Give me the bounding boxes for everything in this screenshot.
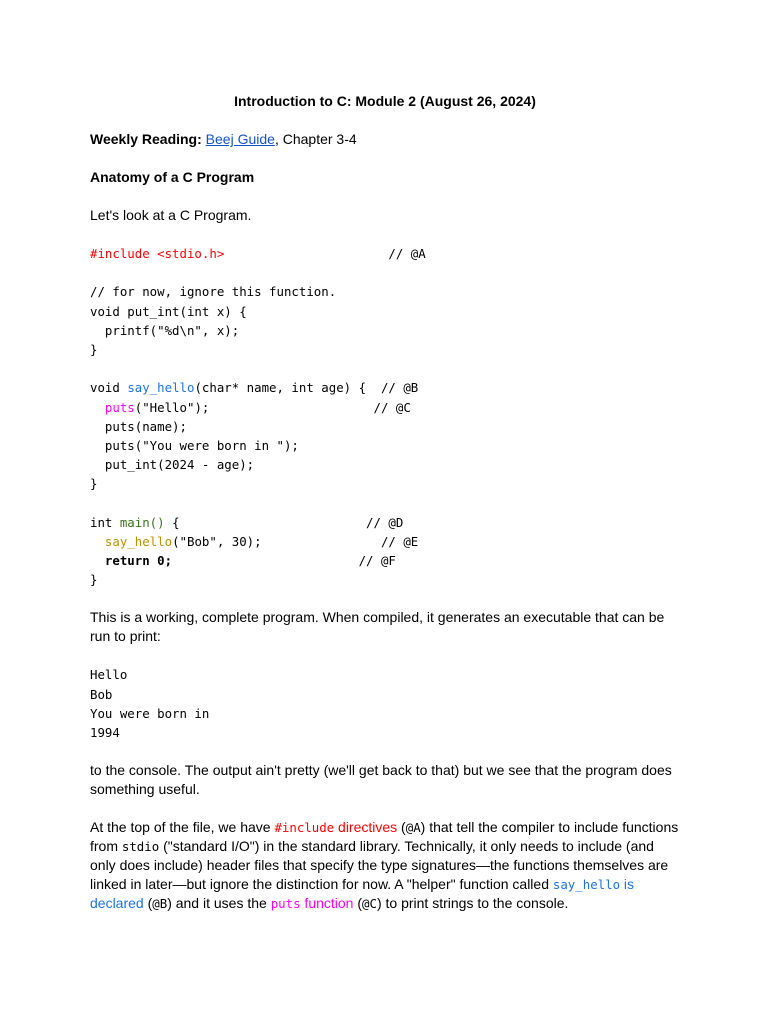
comment-b: // @B — [380, 380, 419, 396]
weekly-reading — [90, 130, 680, 149]
code-line-5 — [90, 321, 680, 340]
say-hello-inline-rest: is declared — [90, 876, 635, 912]
intro-paragraph: Let's look at a C Program. — [90, 207, 252, 223]
put-int-call: put_int(2024 - age); — [104, 457, 255, 473]
explain-paragraph-3 — [90, 818, 680, 913]
code-line-3 — [90, 282, 680, 301]
put-int-signature: void put_int(int x) { — [90, 303, 247, 319]
puts-inline-rest: function — [300, 895, 354, 912]
weekly-reading-rest: , Chapter 3-4 — [274, 131, 357, 147]
page-title: Introduction to C: Module 2 (August 26, 2024) — [234, 93, 536, 109]
void-keyword: void — [90, 380, 128, 396]
explain3-text-7: ( — [353, 895, 363, 912]
comment-f: // @F — [358, 553, 396, 568]
comment-c: // @C — [373, 399, 411, 415]
explain-paragraph-1: This is a working, complete program. When compiled, it generates an executable that can be run to print: — [90, 609, 665, 645]
output-line-2: Bob — [90, 686, 113, 702]
code-line-18 — [90, 570, 680, 589]
puts-inline-code: puts — [270, 896, 301, 912]
explain3-text-1: At the top of the file, we have — [90, 819, 275, 836]
explain3-text-4: ("standard I/O") in the standard library. Technically, it only needs to include (and only does include) header files that specify the type signatures—the functions themselves are linked in later—but ignore the distinction for now. A "helper" function called — [90, 838, 669, 893]
close-brace-3: } — [90, 572, 98, 588]
code-comment: // for now, ignore this function. — [90, 284, 337, 300]
explain3-text-2: ( — [397, 819, 406, 836]
code-line-4 — [90, 302, 680, 321]
code-line-15 — [90, 513, 680, 532]
say-hello-params: (char* name, int age) { — [194, 380, 367, 396]
printf-line: printf("%d\n", x); — [90, 322, 240, 338]
puts-name-line: puts(name); — [104, 418, 187, 434]
ref-a: @A — [405, 820, 421, 836]
comment-d: // @D — [366, 514, 404, 530]
explain3-text-5: ( — [143, 895, 153, 912]
include-directive: #include <stdio.h> — [90, 246, 225, 261]
puts-born-line: puts("You were born in "); — [104, 437, 299, 453]
include-inline-rest: directives — [334, 819, 398, 836]
output-line-3: You were born in — [90, 705, 210, 721]
code-block — [90, 244, 680, 589]
say-hello-decl: say_hello — [127, 380, 195, 396]
main-function: main() — [119, 514, 165, 530]
puts-call: puts — [104, 399, 135, 415]
ref-c: @C — [362, 896, 377, 912]
section-heading: Anatomy of a C Program — [90, 169, 255, 185]
beej-guide-link[interactable]: Beej Guide — [205, 131, 275, 147]
code-line-14 — [90, 493, 680, 512]
say-hello-args: ("Bob", 30); — [172, 533, 262, 549]
ref-b: @B — [152, 896, 168, 912]
explain3-text-3: ) that tell the compiler to include functions from — [90, 819, 679, 855]
code-line-16 — [90, 532, 680, 551]
code-line-8 — [90, 378, 680, 397]
say-hello-call: say_hello — [104, 533, 173, 549]
return-line: return 0; — [104, 553, 173, 568]
output-line-4: 1994 — [90, 724, 120, 740]
puts-hello-args: ("Hello"); — [134, 399, 210, 415]
say-hello-inline-code: say_hello — [552, 877, 621, 893]
code-line-7 — [90, 359, 680, 378]
close-brace-2: } — [90, 476, 98, 492]
code-line-1 — [90, 244, 680, 263]
code-line-6 — [90, 340, 680, 359]
document-page — [90, 92, 680, 932]
code-line-2 — [90, 263, 680, 282]
main-open: { — [164, 514, 180, 530]
output-block — [90, 665, 680, 742]
explain3-text-8: ) to print strings to the console. — [376, 895, 569, 912]
code-line-17 — [90, 551, 680, 570]
code-line-12 — [90, 455, 680, 474]
weekly-reading-label: Weekly Reading: — [90, 131, 202, 147]
int-keyword: int — [90, 514, 120, 530]
output-line-1: Hello — [90, 667, 128, 683]
code-line-13 — [90, 474, 680, 493]
code-line-9 — [90, 398, 680, 417]
explain-paragraph-2: to the console. The output ain't pretty (we'll get back to that) but we see that the program does something useful. — [90, 762, 672, 798]
comment-e: // @E — [380, 533, 419, 549]
comment-a: // @A — [388, 246, 426, 261]
include-inline-code: #include — [274, 820, 335, 836]
stdio-inline-code: stdio — [121, 839, 160, 855]
close-brace: } — [90, 341, 98, 357]
explain3-text-6: ) and it uses the — [167, 895, 271, 912]
code-line-11 — [90, 436, 680, 455]
code-line-10 — [90, 417, 680, 436]
